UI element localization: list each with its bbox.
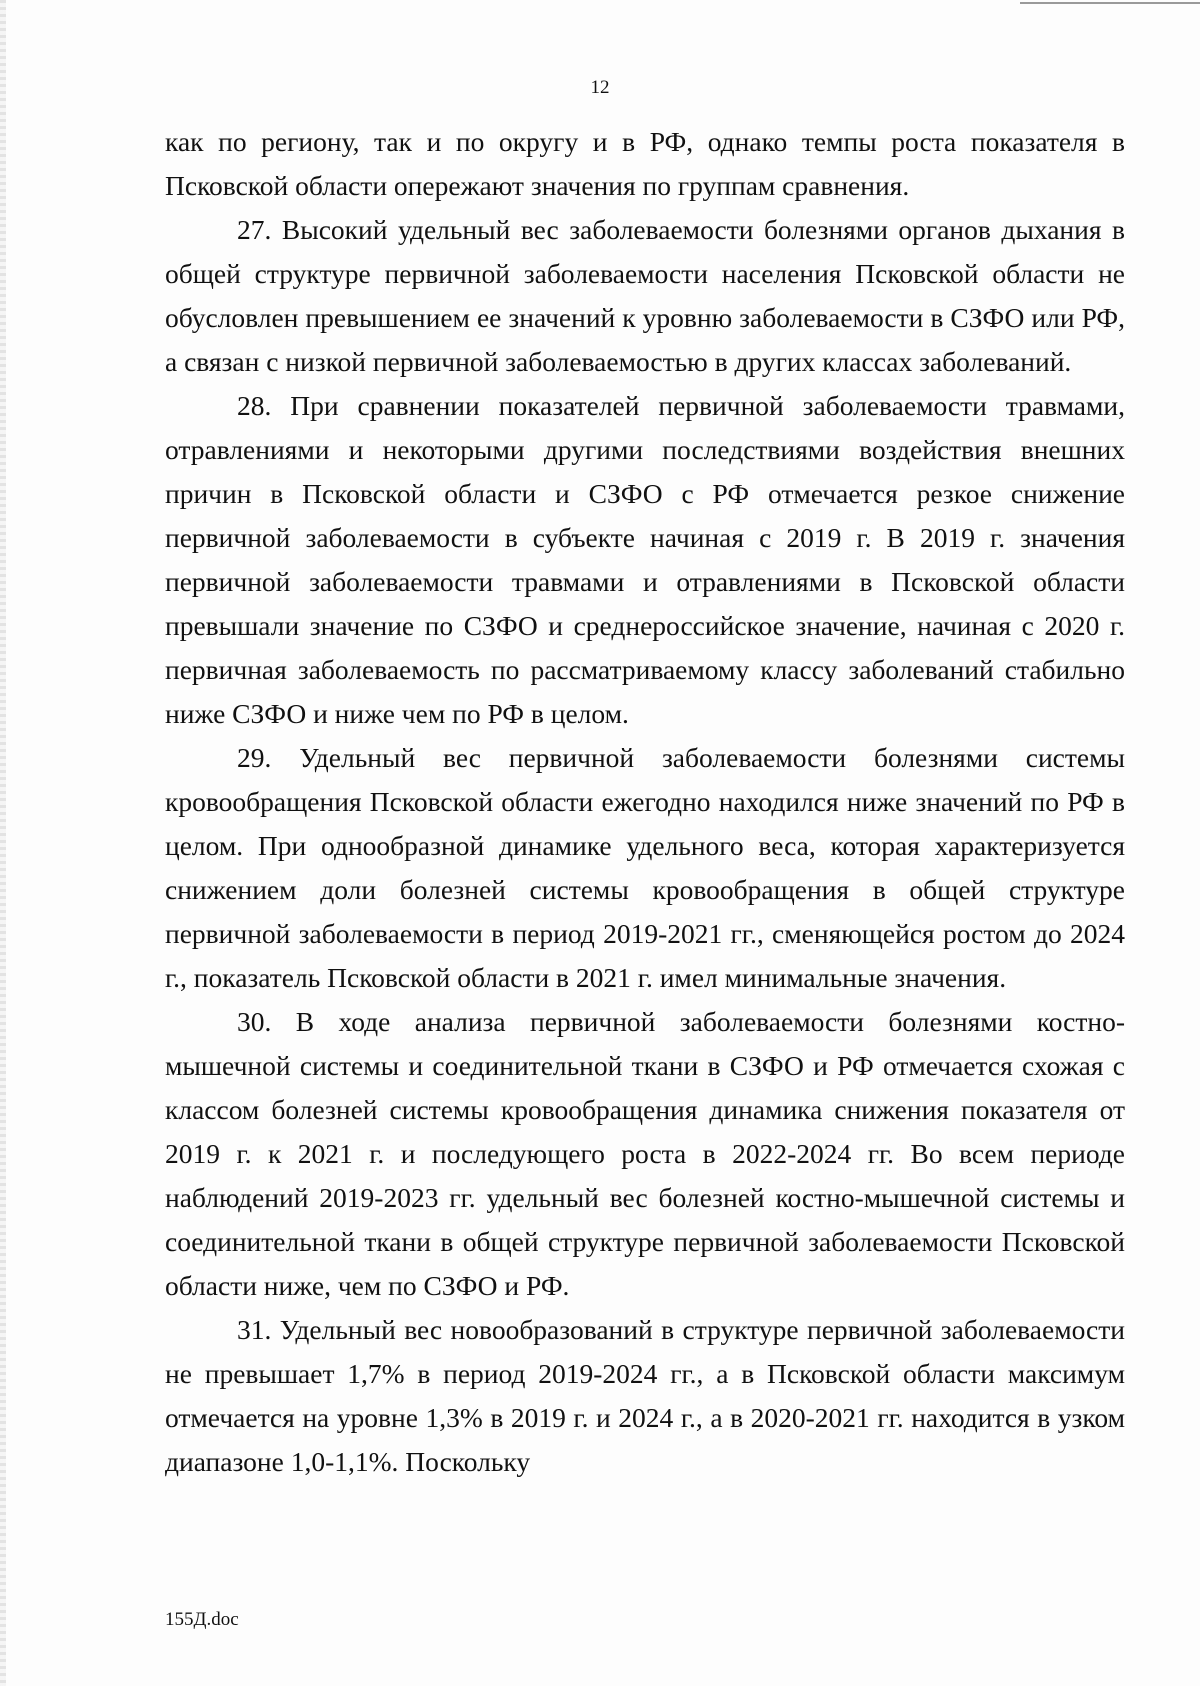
paragraph-31: 31. Удельный вес новообразований в структуре первичной заболеваемости не превышает 1,7% в период 2019-2024 гг., а в Псковской области максимум отмечается на уровне 1,3% в 2019 г. и 2024 г., а в 2020-2021 гг. находится в узком диапазоне 1,0-1,1%. Поскольку: [165, 1314, 1125, 1477]
paragraph-28: 28. При сравнении показателей первичной заболеваемости травмами, отравлениями и некоторыми другими последствиями воздействия внешних причин в Псковской области и СЗФО с РФ отмечается резкое снижение первичной заболеваемости в субъекте начиная с 2019 г. В 2019 г. значения первичной заболеваемости травмами и отравлениями в Псковской области превышали значение по СЗФО и среднероссийское значение, начиная с 2020 г. первичная заболеваемость по рассматриваемому классу заболеваний стабильно ниже СЗФО и ниже чем по РФ в целом.: [165, 390, 1125, 729]
paragraph-30: 30. В ходе анализа первичной заболеваемости болезнями костно-мышечной системы и соединительной ткани в СЗФО и РФ отмечается схожая с классом болезней системы кровообращения динамика снижения показателя от 2019 г. к 2021 г. и последующего роста в 2022-2024 гг. Во всем периоде наблюдений 2019-2023 гг. удельный вес болезней костно-мышечной системы и соединительной ткани в общей структуре первичной заболеваемости Псковской области ниже, чем по СЗФО и РФ.: [165, 1006, 1125, 1301]
paragraph-continuation: как по региону, так и по округу и в РФ, однако темпы роста показателя в Псковской области опережают значения по группам сравнения.: [165, 126, 1125, 201]
paragraph-29: 29. Удельный вес первичной заболеваемости болезнями системы кровообращения Псковской области ежегодно находился ниже значений по РФ в целом. При однообразной динамике удельного веса, которая характеризуется снижением доли болезней системы кровообращения в общей структуре первичной заболеваемости в период 2019-2021 гг., сменяющейся ростом до 2024 г., показатель Псковской области в 2021 г. имел минимальные значения.: [165, 742, 1125, 993]
scan-edge-artifact: [0, 0, 6, 1686]
page-number: 12: [590, 77, 610, 98]
body-text: [165, 120, 1125, 1484]
paragraph-27: 27. Высокий удельный вес заболеваемости болезнями органов дыхания в общей структуре первичной заболеваемости населения Псковской области не обусловлен превышением ее значений к уровню заболеваемости в СЗФО или РФ, а связан с низкой первичной заболеваемостью в других классах заболеваний.: [165, 214, 1125, 377]
scan-top-line-artifact: [1020, 2, 1200, 4]
footer-filename: 155Д.doc: [165, 1609, 239, 1630]
